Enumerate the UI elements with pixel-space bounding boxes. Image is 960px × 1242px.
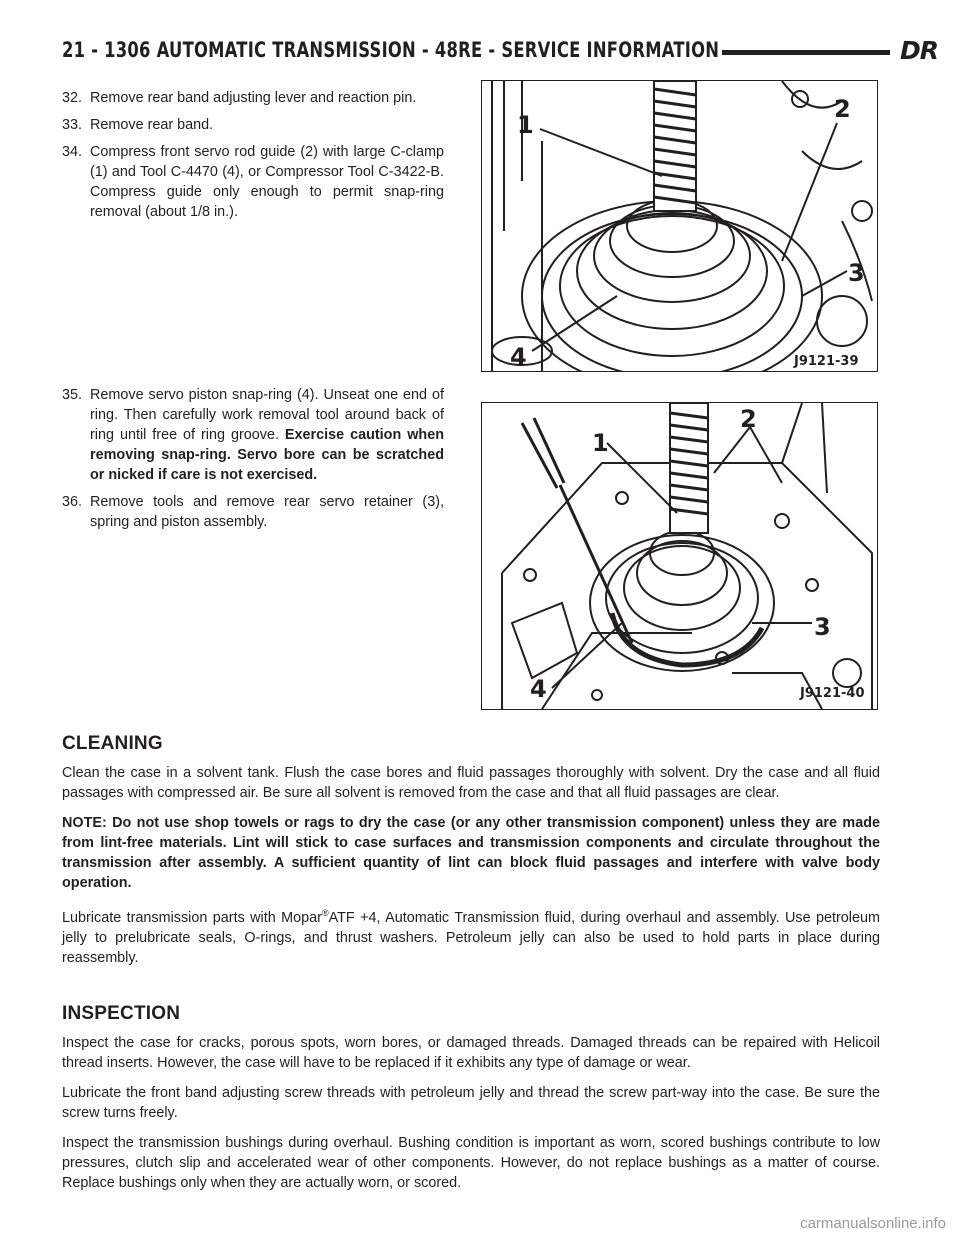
inspection-paragraph: Lubricate the front band adjusting screw threads with petroleum jelly and thread the screw part-way into the case. Be sure the screw turns freely.: [62, 1085, 880, 1121]
callout-4: 4: [510, 343, 527, 371]
cleaning-heading: CLEANING: [62, 733, 163, 754]
step-number: 33.: [62, 117, 83, 133]
step-34: [62, 142, 444, 222]
cleaning-section: [62, 733, 880, 978]
caution-text: Exercise caution when removing snap-ring. Servo bore can be scratched or nicked if care is not exercised.: [90, 427, 444, 483]
callout-2: 2: [834, 95, 851, 123]
step-32: [62, 88, 444, 108]
step-text: Compress front servo rod guide (2) with large C-clamp (1) and Tool C-4470 (4), or Compressor Tool C-3422-B. Compress guide only enough to permit snap-ring removal (about 1/8 in.).: [90, 144, 444, 220]
step-number: 32.: [62, 90, 83, 106]
step-36: [62, 492, 444, 532]
registered-mark: ®: [321, 908, 329, 918]
step-number: 36.: [62, 494, 83, 510]
step-text: Remove tools and remove rear servo retainer (3), spring and piston assembly.: [90, 494, 444, 530]
callout-3: 3: [848, 259, 865, 287]
callout-4: 4: [530, 675, 547, 703]
step-number: 34.: [62, 144, 83, 160]
inspection-paragraph: Inspect the transmission bushings during overhaul. Bushing condition is important as worn, scored bushings contribute to low pressures, clutch slip and accelerated wear of other components. However, do not replace bushings as a matter of course. Replace bushings only when they are actually worn, or scored.: [62, 1135, 880, 1191]
callout-2: 2: [740, 405, 757, 433]
step-number: 35.: [62, 387, 83, 403]
figure-id: J9121-39: [794, 354, 859, 369]
inspection-section: [62, 1003, 880, 1203]
steps-bottom: [62, 385, 444, 539]
lubrication-text-b: ATF +4, Automatic Transmission fluid, during overhaul and assembly. Use petroleum jelly to prelubricate seals, O-rings, and thrust washers. Petroleum jelly can also be used to hold parts in place during reassembly.: [62, 909, 880, 966]
callout-3: 3: [814, 613, 831, 641]
callout-1: 1: [592, 429, 609, 457]
figure-snap-ring-removal: [481, 402, 878, 710]
header-rule: [722, 50, 890, 55]
figure-servo-compress: [481, 80, 878, 372]
lubrication-text-a: Lubricate transmission parts with Mopar: [62, 909, 322, 926]
step-text: Remove servo piston snap-ring (4). Unseat one end of ring. Then carefully work removal tool around back of ring until free of ring groove.: [90, 387, 444, 443]
inspection-heading: INSPECTION: [62, 1003, 181, 1024]
lubrication-paragraph: [62, 903, 880, 968]
page-title: 21 - 1306 AUTOMATIC TRANSMISSION - 48RE - SERVICE INFORMATION: [62, 38, 720, 62]
callout-1: 1: [517, 111, 534, 139]
watermark: carmanualsonline.info: [800, 1215, 946, 1232]
step-33: [62, 115, 444, 135]
step-35: [62, 385, 444, 485]
steps-top: [62, 88, 444, 229]
inspection-paragraph: Inspect the case for cracks, porous spots, worn bores, or damaged threads. Damaged threads can be repaired with Helicoil thread inserts. However, the case will have to be replaced if it exhibits any type of damage or wear.: [62, 1035, 880, 1071]
snap-ring-illustration: [482, 403, 877, 709]
servo-compress-illustration: [482, 81, 877, 371]
step-text: Remove rear band.: [90, 117, 214, 133]
dr-logo: DR: [900, 36, 939, 65]
cleaning-paragraph: Clean the case in a solvent tank. Flush the case bores and fluid passages thoroughly with solvent. Dry the case and all fluid passages with compressed air. Be sure all solvent is removed from the case and that all fluid passages are clear.: [62, 765, 880, 801]
step-text: Remove rear band adjusting lever and reaction pin.: [90, 90, 417, 106]
figure-id: J9121-40: [800, 686, 865, 701]
cleaning-note: NOTE: Do not use shop towels or rags to dry the case (or any other transmission component) unless they are made from lint-free materials. Lint will stick to case surfaces and transmission components and circulate throughout the transmission after assembly. A sufficient quantity of lint can block fluid passages and interfere with valve body operation.: [62, 815, 880, 891]
page-header: [62, 36, 939, 68]
